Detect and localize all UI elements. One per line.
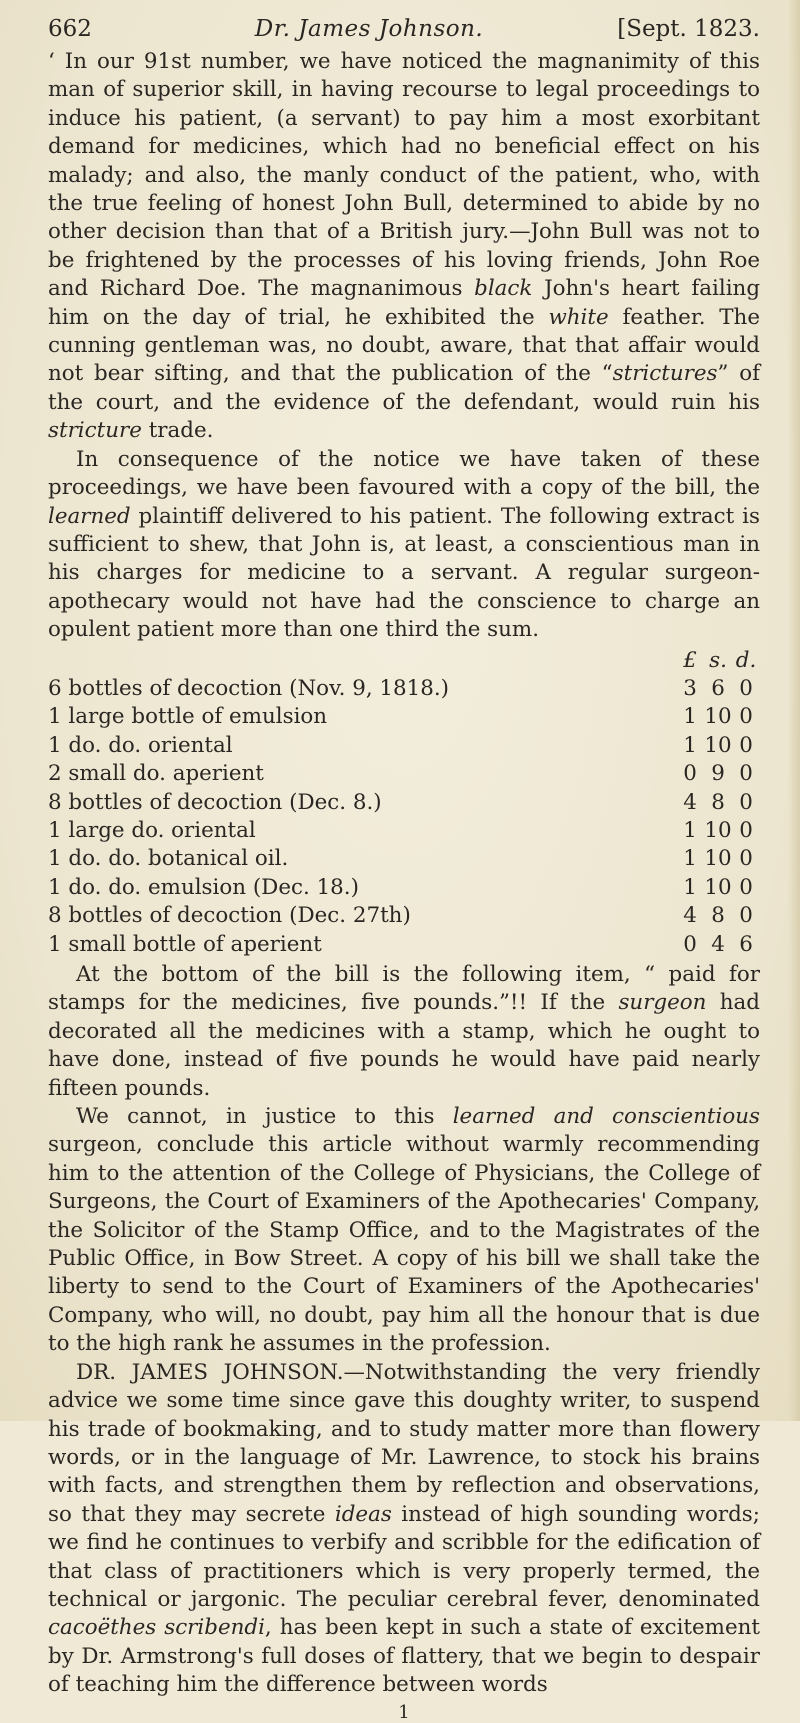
account-item-label: 6 bottles of decoction (Nov. 9, 1818.) [48,675,450,701]
shillings-value: 6 [711,675,725,701]
shillings-value: 4 [711,931,725,957]
paragraph-bill-intro: In consequence of the notice we have taken of these proceedings, we have been favoured with a copy of the bill, the learned plaintiff delivered to his patient. The following extract is sufficient to shew, that John is, at least, a conscientious man in his charges for medicine to a servant. A regular surgeon-apothecary would not have had the conscience to charge an opulent patient more than one third the sum. [48,446,760,643]
paragraph-91st-number: ‘ In our 91st number, we have noticed the magnanimity of this man of superior skill, in having recourse to legal proceedings to induce his patient, (a servant) to pay him a most exorbitant demand for medicines, which had no beneficial effect on his malady; and also, the manly conduct of the patient, who, with the true feeling of honest John Bull, determined to abide by no other decision than that of a British jury.—John Bull was not to be frightened by the processes of his loving friends, John Roe and Richard Doe. The magnanimous black John's heart failing him on the day of trial, he exhibited the white feather. The cunning gentleman was, no doubt, aware, that that affair would not bear sifting, and that the publication of the “strictures” of the court, and the evidence of the defendant, would ruin his stricture trade. [48,49,761,444]
shillings-value: 10 [704,704,732,730]
shillings-value: 10 [704,874,732,900]
pence-value: 0 [739,704,753,730]
page-number: 662 [48,16,92,42]
pounds-value: 1 [683,874,697,900]
account-item-label: 1 small bottle of aperient [48,931,322,957]
account-row [48,675,760,703]
shillings-header: s. [709,647,727,673]
pounds-value: 4 [683,789,697,815]
pounds-value: 0 [683,931,697,957]
section-heading: DR. JAMES JOHNSON. [76,1359,344,1385]
account-item-label: 1 do. do. botanical oil. [48,846,289,872]
catchword: 1 [398,1701,410,1723]
pounds-value: 1 [683,732,697,758]
account-row [48,902,760,930]
bill-account-table [48,647,760,959]
account-header-row [48,647,760,675]
shillings-value: 10 [704,817,732,843]
paragraph-stamps: At the bottom of the bill is the following item, “ paid for stamps for the medicines, five pounds.”!! If the surgeon had decorated all the medicines with a stamp, which he ought to have done, instead of five pounds he would have paid nearly fifteen pounds. [48,962,760,1101]
article-body [48,48,760,645]
account-row [48,817,760,845]
account-item-label: 2 small do. aperient [48,761,264,787]
pounds-header: £ [683,647,697,673]
pounds-value: 1 [683,704,697,730]
pence-value: 0 [739,903,753,929]
account-item-label: 1 large do. oriental [48,817,256,843]
pounds-value: 1 [683,817,697,843]
pounds-value: 1 [683,846,697,872]
pence-value: 0 [739,846,753,872]
pounds-value: 4 [683,903,697,929]
pence-value: 0 [739,789,753,815]
running-header [48,16,760,46]
pence-value: 0 [739,874,753,900]
pence-value: 0 [739,761,753,787]
running-title: Dr. James Johnson. [254,16,484,42]
page-edge-shadow [788,0,800,1421]
shillings-value: 8 [711,903,725,929]
article-body-continued [48,961,760,1700]
shillings-value: 10 [704,846,732,872]
account-row [48,703,760,731]
account-item-label: 1 large bottle of emulsion [48,704,328,730]
account-row [48,789,760,817]
paragraph-dr-james-johnson: DR. JAMES JOHNSON.—Notwithstanding the very friendly advice we some time since gave this doughty writer, to suspend his trade of bookmaking, and to study matter more than flowery words, or in the language of Mr. Lawrence, to stock his brains with facts, and strengthen them by reflection and observations, so that they may secrete ideas instead of high sounding words; we find he continues to verbify and scribble for the edification of that class of practitioners which is very properly termed, the technical or jargonic. The peculiar cerebral fever, denominated cacoëthes scribendi, has been kept in such a state of excitement by Dr. Armstrong's full doses of flattery, that we begin to despair of teaching him the difference between words [48,1359,761,1698]
pence-value: 0 [739,817,753,843]
pence-header: d. [735,647,757,673]
account-row [48,760,760,788]
account-item-label: 1 do. do. oriental [48,732,233,758]
account-item-label: 1 do. do. emulsion (Dec. 18.) [48,874,359,900]
paragraph-recommendation: We cannot, in justice to this learned and conscientious surgeon, conclude this article without warmly recommending him to the attention of the College of Physicians, the College of Surgeons, the Court of Examiners of the Apothecaries' Company, the Solicitor of the Stamp Office, and to the Magistrates of the Public Office, in Bow Street. A copy of his bill we shall take the liberty to send to the Court of Examiners of the Apothecaries' Company, who will, no doubt, pay him all the honour that is due to the high rank he assumes in the profession. [48,1104,760,1357]
account-row [48,931,760,959]
pence-value: 0 [739,675,753,701]
account-row [48,732,760,760]
account-item-label: 8 bottles of decoction (Dec. 27th) [48,903,411,929]
account-rows [48,675,760,959]
shillings-value: 10 [704,732,732,758]
account-row [48,874,760,902]
pounds-value: 0 [683,761,697,787]
shillings-value: 9 [711,761,725,787]
pounds-value: 3 [683,675,697,701]
date-reference: [Sept. 1823. [617,16,760,42]
pence-value: 0 [739,732,753,758]
account-row [48,845,760,873]
shillings-value: 8 [711,789,725,815]
pence-value: 6 [739,931,753,957]
account-item-label: 8 bottles of decoction (Dec. 8.) [48,789,382,815]
